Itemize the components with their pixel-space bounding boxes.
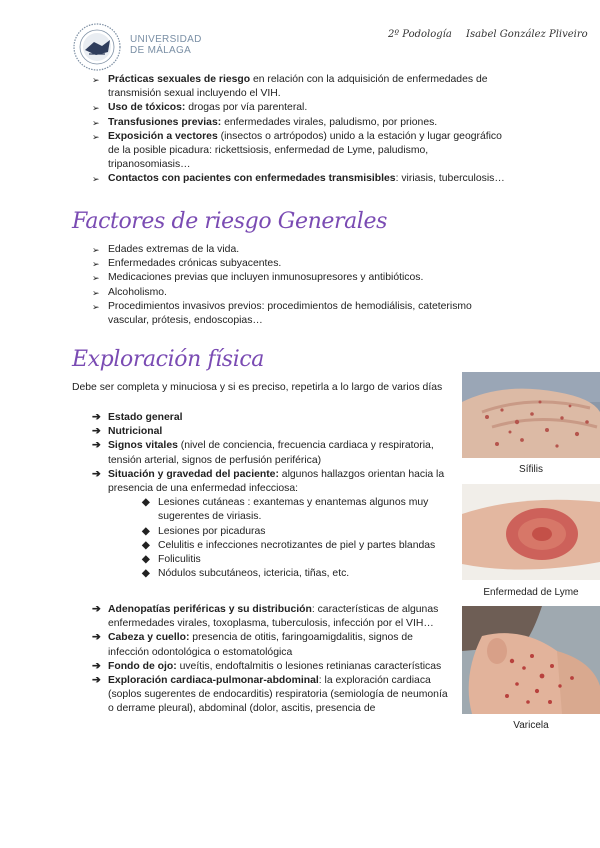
list-item [92, 674, 452, 717]
general-factor-list [92, 243, 512, 328]
arrow-bullet-icon: ➢ [92, 301, 100, 312]
university-line-2: DE MÁLAGA [130, 45, 192, 56]
right-arrow-icon: ➔ [92, 632, 101, 644]
item-text: Lesiones por picaduras [158, 525, 266, 537]
item-text: presencia de otitis, faringoamigdalitis, signos de infección odontológica o estomatológica [108, 632, 413, 658]
item-bold: Adenopatías periféricas y su distribución [108, 604, 312, 615]
list-item [92, 300, 512, 328]
item-bold: Fondo de ojo: [108, 660, 177, 672]
sublist-item [142, 496, 452, 524]
sublist-item [142, 539, 452, 553]
right-arrow-icon: ➔ [92, 440, 101, 452]
list-item [92, 660, 452, 674]
item-text: : la exploración cardiaca (soplos sugerentes de endocarditis) respiratoria (semiología de neumonía o derrame pleural), abdominal (dolor, ascitis, presencia de [108, 675, 448, 715]
item-text: (insectos o artrópodos) unido a la estación y lugar geográfico de la posible picadura: rickettsiosis, enfermedad de Lyme, paludismo, tripanosomiasis… [108, 130, 502, 171]
list-item [92, 439, 452, 467]
arrow-bullet-icon: ➢ [92, 259, 100, 270]
item-text: Foliculitis [158, 554, 201, 566]
item-text: en relación con la adquisición de enfermedades de transmisión sexual incluyendo el VIH. [108, 74, 488, 100]
findings-sublist [108, 496, 452, 581]
item-text: uveítis, endoftalmitis o lesiones retinianas características [176, 660, 442, 672]
item-bold: Signos vitales [108, 440, 178, 452]
syphilis-photo [462, 372, 600, 458]
list-item [92, 271, 512, 285]
item-text: drogas por vía parenteral. [185, 102, 308, 114]
list-item [92, 286, 512, 300]
right-arrow-icon: ➔ [92, 468, 101, 480]
list-item [92, 257, 512, 271]
item-bold: Exploración cardiaca-pulmonar-abdominal [108, 675, 319, 687]
exploration-intro: Debe ser completa y minuciosa y si es preciso, repetirla a lo largo de varios días [72, 382, 443, 393]
item-bold: Prácticas sexuales de riesgo [108, 74, 251, 85]
item-text: : viriasis, tuberculosis… [395, 173, 505, 185]
sublist-item [142, 553, 452, 567]
item-text: Edades extremas de la vida. [108, 244, 240, 255]
item-bold: Transfusiones previas: [108, 116, 222, 128]
item-bold: Nutricional [108, 426, 163, 438]
list-item [92, 73, 512, 101]
item-text: (nivel de conciencia, frecuencia cardiaca y respiratoria, tensión arterial, signos de perfusión periférica) [108, 440, 434, 466]
item-bold: Contactos con pacientes con enfermedades transmisibles [108, 173, 396, 185]
item-text: Nódulos subcutáneos, ictericia, tiñas, etc. [158, 568, 350, 580]
right-arrow-icon: ➔ [92, 412, 101, 423]
right-arrow-icon: ➔ [92, 675, 101, 687]
item-bold: Estado general [108, 412, 183, 423]
university-seal-icon [72, 22, 122, 72]
list-item [92, 411, 452, 425]
right-arrow-icon: ➔ [92, 604, 101, 615]
diamond-bullet-icon: ◆ [142, 554, 150, 566]
list-item [92, 468, 452, 582]
arrow-bullet-icon: ➢ [92, 75, 100, 85]
item-bold: Cabeza y cuello: [108, 632, 190, 644]
university-line-1: UNIVERSIDAD [130, 34, 202, 45]
list-item [92, 101, 512, 115]
list-item [92, 243, 512, 257]
item-text: Celulitis e infecciones necrotizantes de piel y partes blandas [158, 539, 436, 551]
arrow-bullet-icon: ➢ [92, 245, 100, 255]
university-name [130, 34, 202, 56]
section-title-exploration: Exploración física [72, 347, 264, 372]
item-bold: Uso de tóxicos: [108, 102, 186, 114]
arrow-bullet-icon: ➢ [92, 273, 100, 284]
item-bold: Situación y gravedad del paciente: [108, 468, 279, 480]
item-text: enfermedades virales, paludismo, por priones. [221, 116, 438, 128]
item-bold: Exposición a vectores [108, 130, 218, 142]
list-item [92, 603, 452, 631]
item-text: Alcoholismo. [108, 286, 167, 298]
exploration-list [92, 411, 452, 581]
item-text: Medicaciones previas que incluyen inmunosupresores y antibióticos. [108, 272, 424, 284]
caption-lyme: Enfermedad de Lyme [483, 587, 579, 598]
section-title-general: Factores de riesgo Generales [72, 209, 387, 234]
item-text: algunos hallazgos orientan hacia la presencia de una enfermedad infecciosa: [108, 468, 445, 495]
arrow-bullet-icon: ➢ [92, 131, 100, 142]
arrow-bullet-icon: ➢ [92, 103, 100, 114]
item-text: Procedimientos invasivos previos: procedimientos de hemodiálisis, cateterismo vascular, prótesis, endoscopias… [108, 300, 472, 327]
arrow-bullet-icon: ➢ [92, 287, 100, 298]
lyme-disease-photo [462, 484, 600, 580]
list-item [92, 116, 512, 130]
diamond-bullet-icon: ◆ [142, 525, 150, 537]
item-text: : características de algunas enfermedades virales, toxoplasma, tuberculosis, infección por el VIH… [108, 604, 439, 630]
diamond-bullet-icon: ◆ [142, 539, 150, 551]
diamond-bullet-icon: ◆ [142, 568, 150, 580]
list-item [92, 631, 452, 659]
header-course: 2º Podología [388, 29, 452, 40]
list-item [92, 172, 512, 186]
item-text: Enfermedades crónicas subyacentes. [108, 258, 282, 270]
varicella-photo [462, 606, 600, 714]
list-item [92, 130, 512, 173]
item-text: Lesiones cutáneas : exantemas y enantemas algunos muy sugerentes de viriasis. [158, 497, 429, 523]
risk-factor-list [92, 73, 512, 187]
diamond-bullet-icon: ◆ [142, 497, 150, 509]
arrow-bullet-icon: ➢ [92, 174, 100, 185]
sublist-item [142, 567, 452, 581]
caption-varicella: Varicela [513, 720, 549, 731]
caption-syphilis: Sífilis [519, 464, 543, 475]
exploration-list-continued [92, 603, 452, 717]
sublist-item [142, 525, 452, 539]
right-arrow-icon: ➔ [92, 660, 101, 672]
arrow-bullet-icon: ➢ [92, 117, 100, 128]
right-arrow-icon: ➔ [92, 426, 101, 438]
list-item [92, 425, 452, 439]
header-author: Isabel González Pliveiro [466, 29, 588, 40]
